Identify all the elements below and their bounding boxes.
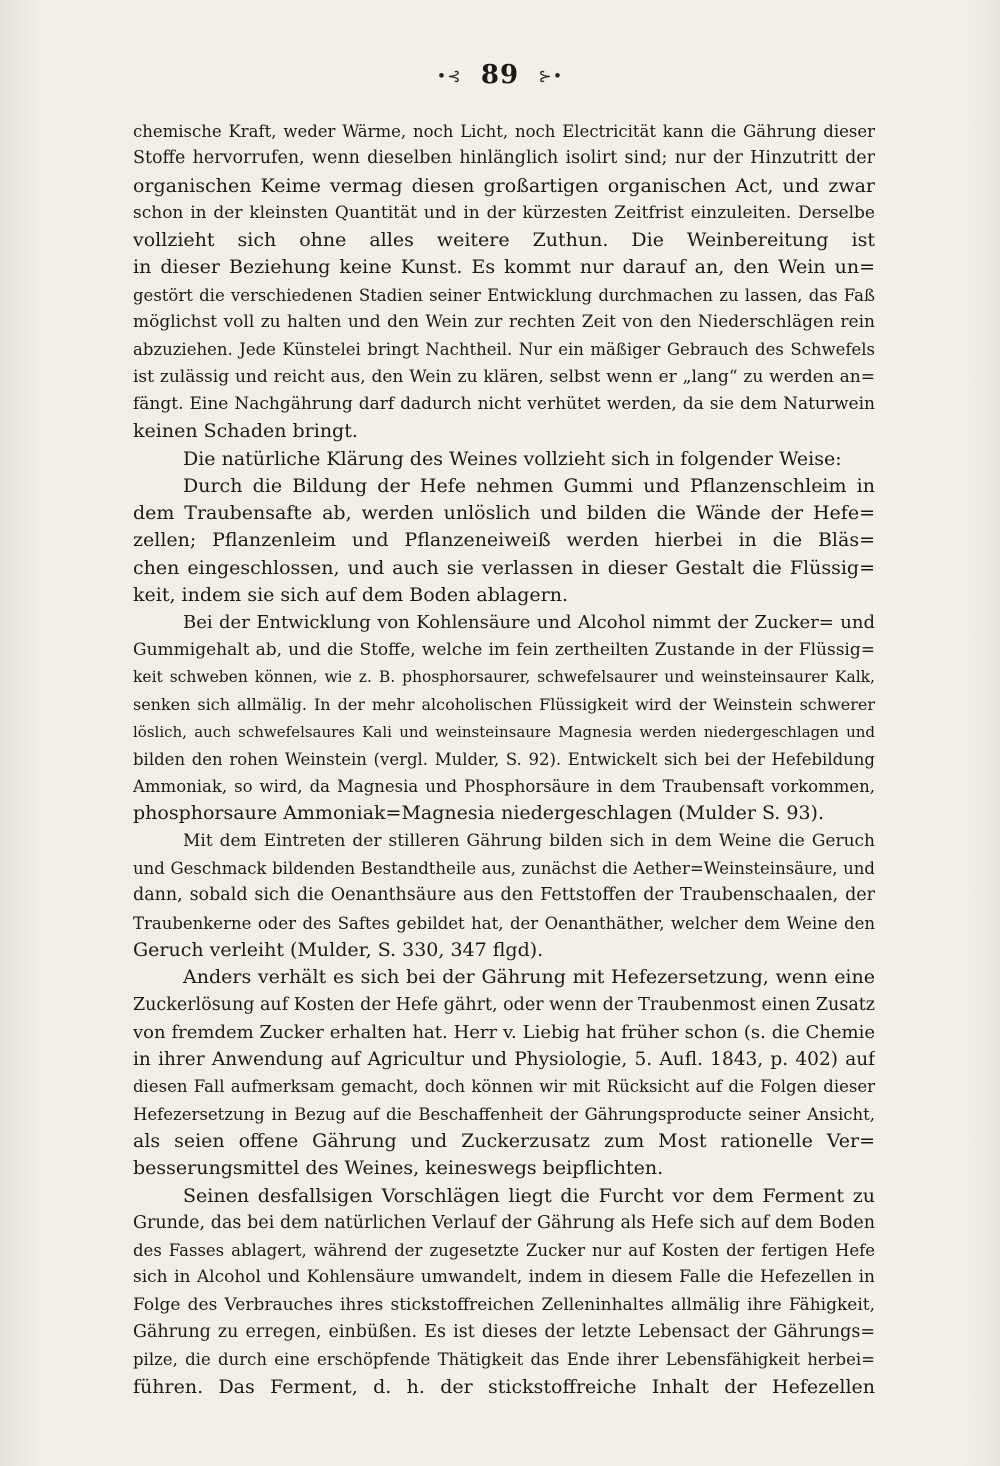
text-line: chemische Kraft, weder Wärme, noch Licht, noch Electricität kann die Gährung dieser [133,122,875,141]
text-line: zellen; Pflanzenleim und Pflanzeneiweiß werden hierbei in die Bläs= [133,529,875,552]
text-line: des Fasses ablagert, während der zugesetzte Zucker nur auf Kosten der fertigen Hefe [133,1241,875,1261]
left-ornament: •⊰ [436,66,462,86]
page-number: 89 [480,60,520,90]
text-line: Anders verhält es sich bei der Gährung mit Hefezersetzung, wenn eine [183,966,875,989]
text-line: Stoffe hervorrufen, wenn dieselben hinlänglich isolirt sind; nur der Hinzutritt der [133,148,875,169]
text-line: organischen Keime vermag diesen großartigen organischen Act, und zwar [133,174,875,197]
text-line: dann, sobald sich die Oenanthsäure aus den Fettstoffen der Traubenschaalen, der [133,885,875,906]
text-line: ist zulässig und reicht aus, den Wein zu klären, selbst wenn er „lang“ zu werden an= [133,366,875,387]
text-line: Mit dem Eintreten der stilleren Gährung bilden sich in dem Weine die Geruch [183,830,875,851]
text-line: Zuckerlösung auf Kosten der Hefe gährt, oder wenn der Traubenmost einen Zusatz [133,994,875,1015]
text-line: Ammoniak, so wird, da Magnesia und Phosphorsäure in dem Traubensaft vorkommen, [133,777,875,797]
text-line: vollzieht sich ohne alles weitere Zuthun. Die Weinbereitung ist [133,229,875,252]
text-line: Gährung zu erregen, einbüßen. Es ist dieses der letzte Lebensact der Gährungs= [133,1322,875,1343]
text-line: besserungsmittel des Weines, keineswegs beipflichten. [133,1157,664,1180]
text-line: von fremdem Zucker erhalten hat. Herr v. Liebig hat früher schon (s. die Chemie [133,1021,875,1043]
text-line: Seinen desfallsigen Vorschlägen liegt die Furcht vor dem Ferment zu [183,1184,875,1207]
text-line: führen. Das Ferment, d. h. der stickstoffreiche Inhalt der Hefezellen [133,1375,875,1398]
text-line: dem Traubensafte ab, werden unlöslich und bilden die Wände der Hefe= [133,502,875,525]
right-ornament: ⊱• [538,66,564,86]
text-line: gestört die verschiedenen Stadien seiner Entwicklung durchmachen zu lassen, das Faß [133,285,875,305]
text-line: keinen Schaden bringt. [133,420,358,443]
text-line: chen eingeschlossen, und auch sie verlassen in dieser Gestalt die Flüssig= [133,556,875,579]
text-line: Die natürliche Klärung des Weines vollzieht sich in folgender Weise: [183,447,842,470]
text-line: Hefezersetzung in Bezug auf die Beschaffenheit der Gährungsproducte seiner Ansicht, [133,1104,875,1124]
text-line: abzuziehen. Jede Künstelei bringt Nachtheil. Nur ein mäßiger Gebrauch des Schwefels [133,340,875,360]
text-line: phosphorsaure Ammoniak=Magnesia niedergeschlagen (Mulder S. 93). [133,802,825,825]
text-line: senken sich allmälig. In der mehr alcoholischen Flüssigkeit wird der Weinstein schwerer [133,695,875,715]
text-line: Bei der Entwicklung von Kohlensäure und Alcohol nimmt der Zucker= und [183,612,875,634]
text-line: keit, indem sie sich auf dem Boden ablagern. [133,584,569,607]
body-text [133,118,875,1401]
text-line: Gummigehalt ab, und die Stoffe, welche im fein zertheilten Zustande in der Flüssig= [133,639,875,660]
text-line: in dieser Beziehung keine Kunst. Es kommt nur darauf an, den Wein un= [133,256,875,279]
text-line: Durch die Bildung der Hefe nehmen Gummi und Pflanzenschleim in [183,474,875,497]
text-line: fängt. Eine Nachgährung darf dadurch nicht verhütet werden, da sie dem Naturwein [133,393,875,414]
text-line: und Geschmack bildenden Bestandtheile aus, zunächst die Aether=Weinsteinsäure, und [133,859,875,879]
text-line: Folge des Verbrauches ihres stickstoffreichen Zelleninhaltes allmälig ihre Fähigkeit, [133,1294,875,1315]
text-line: diesen Fall aufmerksam gemacht, doch können wir mit Rücksicht auf die Folgen dieser [133,1077,875,1097]
page-header [0,60,1000,90]
text-line: Grunde, das bei dem natürlichen Verlauf der Gährung als Hefe sich auf dem Boden [133,1212,875,1233]
text-line: pilze, die durch eine erschöpfende Thätigkeit das Ende ihrer Lebensfähigkeit herbei= [133,1350,875,1370]
text-line: als seien offene Gährung und Zuckerzusatz zum Most rationelle Ver= [133,1129,875,1152]
text-line: bilden den rohen Weinstein (vergl. Mulder, S. 92). Entwickelt sich bei der Hefebildung [133,749,875,769]
text-line: sich in Alcohol und Kohlensäure umwandelt, indem in diesem Falle die Hefezellen in [133,1267,875,1288]
text-line: schon in der kleinsten Quantität und in der kürzesten Zeitfrist einzuleiten. Derselbe [133,202,875,223]
text-line: in ihrer Anwendung auf Agricultur und Physiologie, 5. Aufl. 1843, p. 402) auf [133,1049,875,1071]
text-line: Geruch verleiht (Mulder, S. 330, 347 flgd). [133,938,544,961]
text-line: möglichst voll zu halten und den Wein zur rechten Zeit von den Niederschlägen rein [133,312,875,333]
text-line: löslich, auch schwefelsaures Kali und weinsteinsaure Magnesia werden niedergeschlagen und [133,722,875,741]
text-line: keit schweben können, wie z. B. phosphorsaurer, schwefelsaurer und weinsteinsaurer Kalk, [133,667,875,686]
text-line: Traubenkerne oder des Saftes gebildet hat, der Oenanthäther, welcher dem Weine den [133,913,875,933]
